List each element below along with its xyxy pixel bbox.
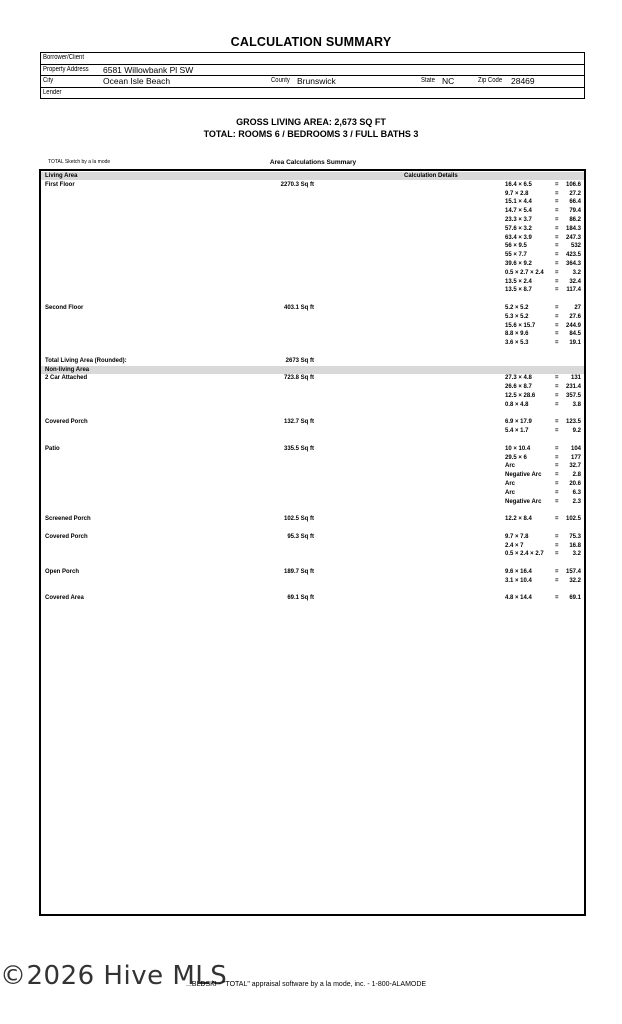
calc-result: 16.8 [569, 542, 581, 549]
calculation-details-header: Calculation Details [404, 172, 458, 179]
calc-expression: 39.6 × 9.2 [505, 261, 532, 267]
area-value: 69.1 Sq ft [287, 595, 314, 602]
living-area-header: Living Area [45, 172, 78, 179]
calc-equals: = [555, 551, 559, 558]
calc-expression: 27.3 × 4.8 [505, 375, 532, 382]
lender-row [41, 88, 584, 100]
calc-equals: = [555, 569, 559, 575]
calc-equals: = [555, 463, 559, 470]
area-name: Covered Area [45, 595, 84, 602]
calc-expression: 13.5 × 8.7 [505, 287, 532, 294]
calc-equals: = [555, 533, 559, 540]
calc-equals: = [555, 454, 559, 461]
calc-result: 102.5 [565, 516, 581, 523]
calc-equals: = [555, 419, 559, 426]
non-living-header: Non-living Area [45, 366, 90, 373]
lender-label: Lender [43, 88, 62, 96]
calc-result: 184.3 [565, 225, 581, 232]
calc-equals: = [555, 217, 559, 223]
calc-expression: 57.6 × 3.2 [505, 225, 532, 232]
calc-equals: = [555, 516, 559, 523]
calc-expression: 10 × 10.4 [505, 445, 531, 452]
calc-equals: = [555, 225, 559, 232]
calc-result: 32.4 [569, 278, 581, 285]
calc-result: 231.4 [565, 384, 581, 391]
address-row [41, 65, 584, 77]
calc-expression: 9.7 × 7.8 [505, 533, 529, 540]
county-value: Brunswick [297, 76, 336, 86]
calc-result: 84.5 [569, 331, 581, 338]
address-value: 6581 Willowbank Pl SW [103, 64, 194, 75]
living-area-header-band [41, 172, 584, 180]
calc-expression: Arc [505, 463, 516, 470]
calc-result: 423.5 [565, 252, 581, 259]
calc-result: 244.9 [565, 322, 581, 329]
calc-result: 3.8 [572, 401, 581, 408]
state-value: NC [442, 76, 455, 86]
calc-equals: = [555, 577, 559, 584]
non-living-header-band [41, 366, 584, 374]
address-label: Property Address [43, 65, 89, 73]
calc-equals: = [555, 199, 559, 206]
city-label: City [43, 77, 54, 84]
calc-expression: 2.4 × 7 [505, 542, 524, 549]
area-value: 132.7 Sq ft [283, 419, 314, 426]
area-value: 95.3 Sq ft [287, 533, 314, 540]
calc-equals: = [555, 498, 559, 505]
area-value: 2270.3 Sq ft [280, 181, 314, 188]
calc-expression: 0.8 × 4.8 [505, 401, 529, 408]
borrower-label: Borrower/Client [43, 54, 85, 61]
calc-equals: = [555, 542, 559, 549]
city-value: Ocean Isle Beach [103, 76, 171, 86]
calc-expression: 0.5 × 2.4 × 2.7 [505, 551, 544, 558]
calc-result: 157.4 [565, 569, 581, 575]
calc-expression: 15.1 × 4.4 [505, 199, 532, 206]
calc-expression: 5.4 × 1.7 [505, 428, 529, 435]
calc-expression: 26.6 × 8.7 [505, 384, 532, 391]
calc-expression: 15.6 × 15.7 [505, 322, 536, 329]
calc-result: 20.6 [569, 481, 581, 487]
calc-result: 2.3 [572, 498, 581, 505]
calc-expression: 12.2 × 8.4 [505, 516, 532, 523]
calc-result: 106.6 [565, 181, 581, 188]
calc-result: 27.2 [569, 190, 581, 197]
calc-expression: 0.5 × 2.7 × 2.4 [505, 269, 544, 276]
calc-equals: = [555, 393, 559, 399]
calc-result: 123.5 [565, 419, 581, 426]
calc-result: 27.6 [569, 313, 581, 320]
area-name: Covered Porch [45, 419, 88, 426]
calc-result: 32.7 [569, 463, 581, 470]
calc-equals: = [555, 287, 559, 294]
calc-result: 131 [570, 375, 581, 382]
calc-expression: 6.9 × 17.9 [505, 419, 532, 426]
calc-expression: 9.7 × 2.8 [505, 190, 529, 197]
calc-expression: 14.7 × 5.4 [505, 208, 532, 215]
calc-expression: 16.4 × 6.5 [505, 181, 532, 188]
total-living-value: 2673 Sq ft [285, 357, 314, 364]
calc-result: 86.2 [569, 217, 581, 223]
calc-expression: 12.5 × 28.6 [505, 393, 536, 399]
calc-result: 3.2 [572, 269, 581, 276]
calc-expression: 3.1 × 10.4 [505, 577, 532, 584]
calc-equals: = [555, 234, 559, 241]
calc-result: 66.4 [569, 199, 581, 206]
calc-result: 79.4 [569, 208, 581, 215]
calc-expression: 56 × 9.5 [505, 243, 527, 250]
calc-result: 69.1 [569, 595, 581, 602]
city-row [41, 76, 584, 88]
calc-expression: 13.5 × 2.4 [505, 278, 532, 285]
calc-equals: = [555, 278, 559, 285]
calc-equals: = [555, 181, 559, 188]
area-value: 189.7 Sq ft [283, 569, 314, 575]
calc-equals: = [555, 384, 559, 391]
state-label: State [421, 77, 435, 84]
area-value: 403.1 Sq ft [283, 305, 314, 311]
page-title: CALCULATION SUMMARY [230, 35, 392, 49]
calc-expression: Negative Arc [505, 472, 542, 479]
area-name: 2 Car Attached [45, 375, 88, 382]
calc-expression: 63.4 × 3.9 [505, 234, 532, 241]
room-totals: TOTAL: ROOMS 6 / BEDROOMS 3 / FULL BATHS 3 [203, 129, 419, 139]
calc-equals: = [555, 331, 559, 338]
area-name: First Floor [45, 181, 75, 188]
calc-equals: = [555, 489, 559, 496]
calc-equals: = [555, 481, 559, 487]
calc-result: 364.3 [565, 261, 581, 267]
calc-expression: Arc [505, 489, 516, 496]
calc-equals: = [555, 208, 559, 215]
area-value: 335.5 Sq ft [283, 445, 314, 452]
calc-result: 177 [570, 454, 581, 461]
calc-result: 32.2 [569, 577, 581, 584]
calc-result: 2.8 [572, 472, 581, 479]
calc-equals: = [555, 243, 559, 250]
calc-equals: = [555, 305, 559, 311]
mls-watermark: ©2026 Hive MLS [0, 961, 228, 991]
calc-result: 247.3 [565, 234, 581, 241]
area-name: Second Floor [45, 305, 84, 311]
area-name: Patio [45, 445, 60, 452]
calc-result: 357.5 [565, 393, 581, 399]
total-living-label: Total Living Area (Rounded): [45, 357, 127, 364]
calc-expression: Negative Arc [505, 498, 542, 505]
calc-result: 3.2 [572, 551, 581, 558]
calc-equals: = [555, 340, 559, 347]
county-label: County [271, 77, 290, 84]
calc-result: 9.2 [572, 428, 581, 435]
calc-equals: = [555, 252, 559, 259]
calc-equals: = [555, 595, 559, 602]
calc-expression: Arc [505, 481, 516, 487]
calc-equals: = [555, 190, 559, 197]
property-info-box [40, 52, 585, 99]
software-note: ...BLDSKI - "TOTAL" appraisal software by a la mode, inc. - 1-800-ALAMODE [186, 981, 427, 988]
borrower-row [41, 53, 584, 65]
gross-living-area: GROSS LIVING AREA: 2,673 SQ FT [236, 117, 386, 127]
calc-expression: 9.6 × 16.4 [505, 569, 532, 575]
area-value: 723.8 Sq ft [283, 375, 314, 382]
area-calculations-title: Area Calculations Summary [269, 159, 357, 166]
calc-equals: = [555, 401, 559, 408]
sketch-note: TOTAL Sketch by a la mode [48, 159, 111, 165]
area-value: 102.5 Sq ft [283, 516, 314, 523]
calc-expression: 29.5 × 6 [505, 454, 527, 461]
calc-expression: 8.8 × 9.6 [505, 331, 529, 338]
calc-expression: 5.2 × 5.2 [505, 305, 529, 311]
calc-equals: = [555, 313, 559, 320]
calc-result: 6.3 [572, 489, 581, 496]
calc-equals: = [555, 269, 559, 276]
calc-result: 532 [570, 243, 581, 250]
calc-result: 117.4 [566, 287, 581, 294]
calc-result: 75.3 [569, 533, 581, 540]
calc-result: 19.1 [569, 340, 581, 347]
calc-result: 104 [570, 445, 581, 452]
calc-expression: 55 × 7.7 [505, 252, 527, 259]
calc-equals: = [555, 375, 559, 382]
calc-expression: 3.6 × 5.3 [505, 340, 529, 347]
area-name: Screened Porch [45, 516, 91, 523]
calc-result: 27 [574, 305, 581, 311]
calc-equals: = [555, 428, 559, 435]
zip-label: Zip Code [478, 77, 503, 84]
calc-equals: = [555, 322, 559, 329]
area-name: Covered Porch [45, 533, 88, 540]
calc-equals: = [555, 261, 559, 267]
calc-equals: = [555, 445, 559, 452]
zip-value: 28469 [511, 76, 535, 86]
area-table-frame [39, 169, 586, 916]
calc-expression: 5.3 × 5.2 [505, 313, 529, 320]
area-name: Open Porch [45, 569, 80, 575]
calc-expression: 23.3 × 3.7 [505, 217, 532, 223]
calc-expression: 4.8 × 14.4 [505, 595, 532, 602]
calc-equals: = [555, 472, 559, 479]
